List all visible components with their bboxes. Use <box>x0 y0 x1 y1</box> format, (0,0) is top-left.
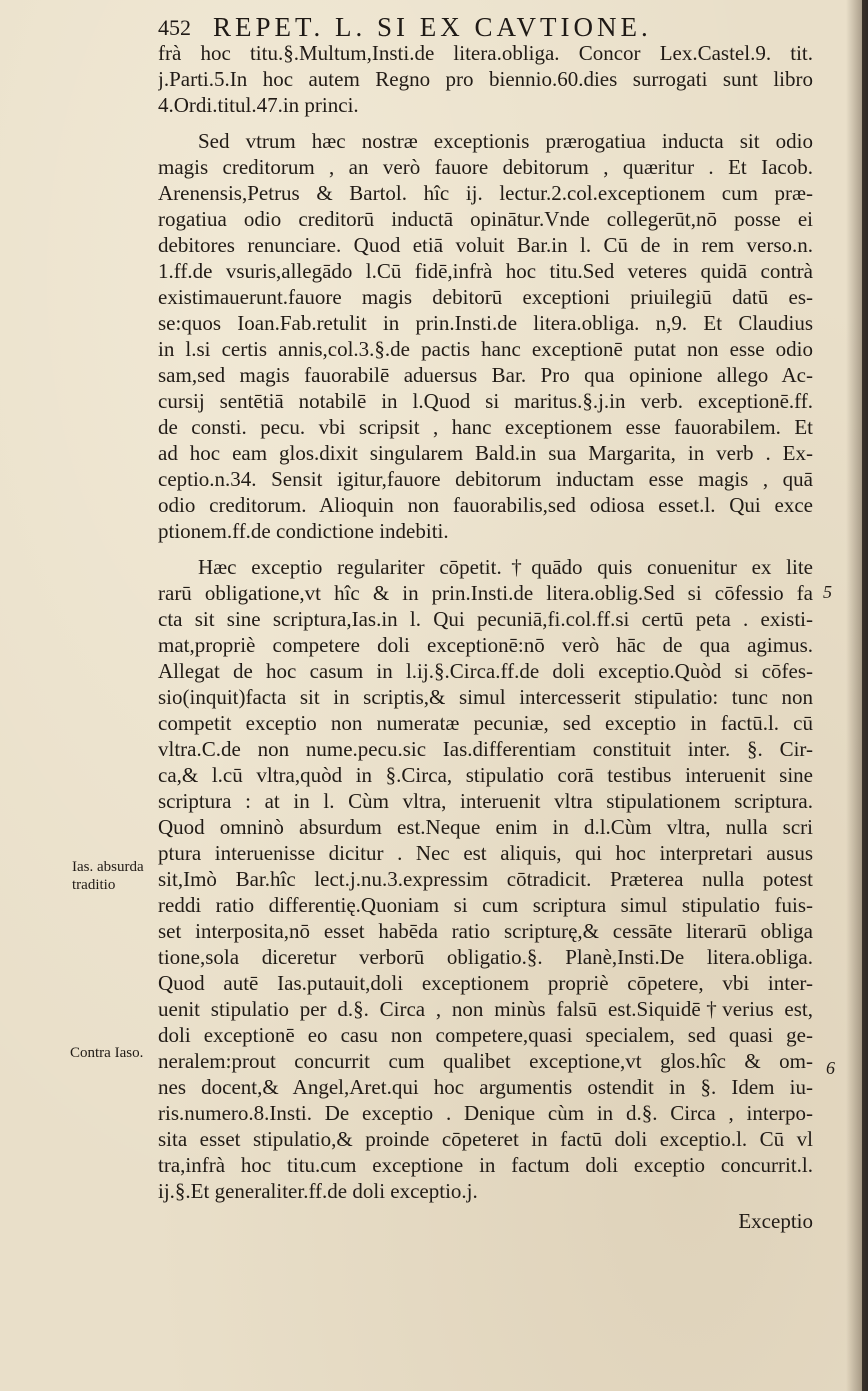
text-line: Sed vtrum hæc nostræ exceptionis prærogatiua inducta sit odio <box>198 129 813 153</box>
margin-note: traditio <box>72 877 116 893</box>
text-line: mat,propriè competere doli exceptionē:nō verò hāc de qua agimus. <box>158 633 813 657</box>
text-line: ceptio.n.34. Sensit igitur,fauore debitorum inductam esse magis , quā <box>158 467 813 491</box>
text-line: j.Parti.5.In hoc autem Regno pro biennio.60.dies surrogati sunt libro <box>158 67 813 91</box>
text-line: sio(inquit)facta sit in scriptis,& simul intercesserit stipulatio: tunc non <box>158 685 813 709</box>
text-line: sita esset stipulatio,& proinde cōpeteret in factū doli exceptio.l. Cū vl <box>158 1127 813 1151</box>
text-line: doli exceptionē eo casu non competere,quasi specialem, sed quasi ge- <box>158 1023 813 1047</box>
running-title: REPET. L. SI EX CAVTIONE. <box>213 12 652 42</box>
text-line: frà hoc titu.§.Multum,Insti.de litera.obliga. Concor Lex.Castel.9. tit. <box>158 41 813 65</box>
text-line: Hæc exceptio regulariter cōpetit.†quādo quis conuenitur ex lite <box>198 555 813 579</box>
text-line: cta sit sine scriptura,Ias.in l. Qui pecuniā,fi.col.ff.si certū peta . existi- <box>158 607 813 631</box>
text-line: odio creditorum. Alioquin non fauorabilis,sed odiosa esset.l. Qui exce <box>158 493 813 517</box>
text-line: de consti. pecu. vbi scripsit , hanc exceptionem esse fauorabilem. Et <box>158 415 813 439</box>
text-line: vltra.C.de non nume.pecu.sic Ias.differentiam constituit inter. §. Cir- <box>158 737 813 761</box>
text-line: Quod autē Ias.putauit,doli exceptionem propriè cōpetere, vbi inter- <box>158 971 813 995</box>
line-number-marker: 6 <box>826 1058 835 1078</box>
text-line: scriptura : at in l. Cùm vltra, interuenit vltra stipulationem scriptura. <box>158 789 813 813</box>
text-line: cursij sentētiā notabilē in l.Quod si maritus.§.j.in verb. exceptionē.ff. <box>158 389 813 413</box>
text-line: competit exceptio non numeratæ pecuniæ, sed exceptio in factū.l. cū <box>158 711 813 735</box>
margin-note: Contra Iaso. <box>70 1045 144 1061</box>
text-line: reddi ratio differentię.Quoniam si cum scriptura simul stipulatio fuis- <box>158 893 813 917</box>
text-line: uenit stipulatio per d.§. Circa , non minùs falsū est.Siquidē†verius est, <box>158 997 813 1021</box>
text-line: tione,sola diceretur verborū obligatio.§. Planè,Insti.De litera.obliga. <box>158 945 813 969</box>
text-line: Allegat de hoc casum in l.ij.§.Circa.ff.de doli exceptio.Quòd si cōfes- <box>158 659 813 683</box>
text-line: ca,& l.cū vltra,quòd in §.Circa, stipulatio corā testibus interuenit sine <box>158 763 813 787</box>
text-line: Quod omninò absurdum est.Neque enim in d.l.Cùm vltra, nulla scri <box>158 815 813 839</box>
text-line: 1.ff.de vsuris,allegādo l.Cū fidē,infrà hoc titu.Sed veteres quidā contrà <box>158 259 813 283</box>
text-line: in l.si certis annis,col.3.§.de pactis hanc exceptionē putat non esse odio <box>158 337 813 361</box>
book-spine-shadow <box>846 0 868 1391</box>
text-line: se:quos Ioan.Fab.retulit in prin.Insti.de litera.obliga. n,9. Et Claudius <box>158 311 813 335</box>
text-line: sit,Imò Bar.hîc lect.j.nu.3.expressim cōtradicit. Præterea nulla potest <box>158 867 813 891</box>
text-line: rarū obligatione,vt hîc & in prin.Insti.de litera.oblig.Sed si cōfessio fa <box>158 581 813 605</box>
text-line: ris.numero.8.Insti. De exceptio . Denique cùm in d.§. Circa , interpo- <box>158 1101 813 1125</box>
text-line: ad hoc eam glos.dixit singularem Bald.in sua Margarita, in verb . Ex- <box>158 441 813 465</box>
text-line: debitores renunciare. Quod etiā voluit Bar.in l. Cū de in rem verso.n. <box>158 233 813 257</box>
text-line: sam,sed magis fauorabilē aduersus Bar. Pro qua opinione allego Ac- <box>158 363 813 387</box>
text-line: set interposita,nō esset habēda ratio scripturę,& cessāte literarū obliga <box>158 919 813 943</box>
text-line: Arenensis,Petrus & Bartol. hîc ij. lectur.2.col.exceptionem cum præ- <box>158 181 813 205</box>
text-line: tra,infrà hoc titu.cum exceptione in factum doli exceptio concurrit.l. <box>158 1153 813 1177</box>
page-header <box>158 10 828 44</box>
text-line: ij.§.Et generaliter.ff.de doli exceptio.j. <box>158 1179 478 1203</box>
text-line: magis creditorum , an verò fauore debitorum , quæritur . Et Iacob. <box>158 155 813 179</box>
text-line: ptura interuenisse dicitur . Nec est aliquis, qui hoc interpretari ausus <box>158 841 813 865</box>
text-line: existimauerunt.fauore magis debitorū exceptioni priuilegiū datū es- <box>158 285 813 309</box>
text-line: ptionem.ff.de condictione indebiti. <box>158 519 449 543</box>
text-line: rogatiua odio creditorū inductā opinātur.Vnde collegerūt,nō posse ei <box>158 207 813 231</box>
page-number: 452 <box>158 15 191 40</box>
margin-note: Ias. absurda <box>72 859 144 875</box>
catchword: Exceptio <box>738 1209 813 1233</box>
text-line: 4.Ordi.titul.47.in princi. <box>158 93 359 117</box>
text-line: nes docent,& Angel,Aret.qui hoc argumentis ostendit in §. Idem iu- <box>158 1075 813 1099</box>
line-number-marker: 5 <box>823 582 832 602</box>
text-line: neralem:prout concurrit cum qualibet exceptione,vt glos.hîc & om- <box>158 1049 813 1073</box>
